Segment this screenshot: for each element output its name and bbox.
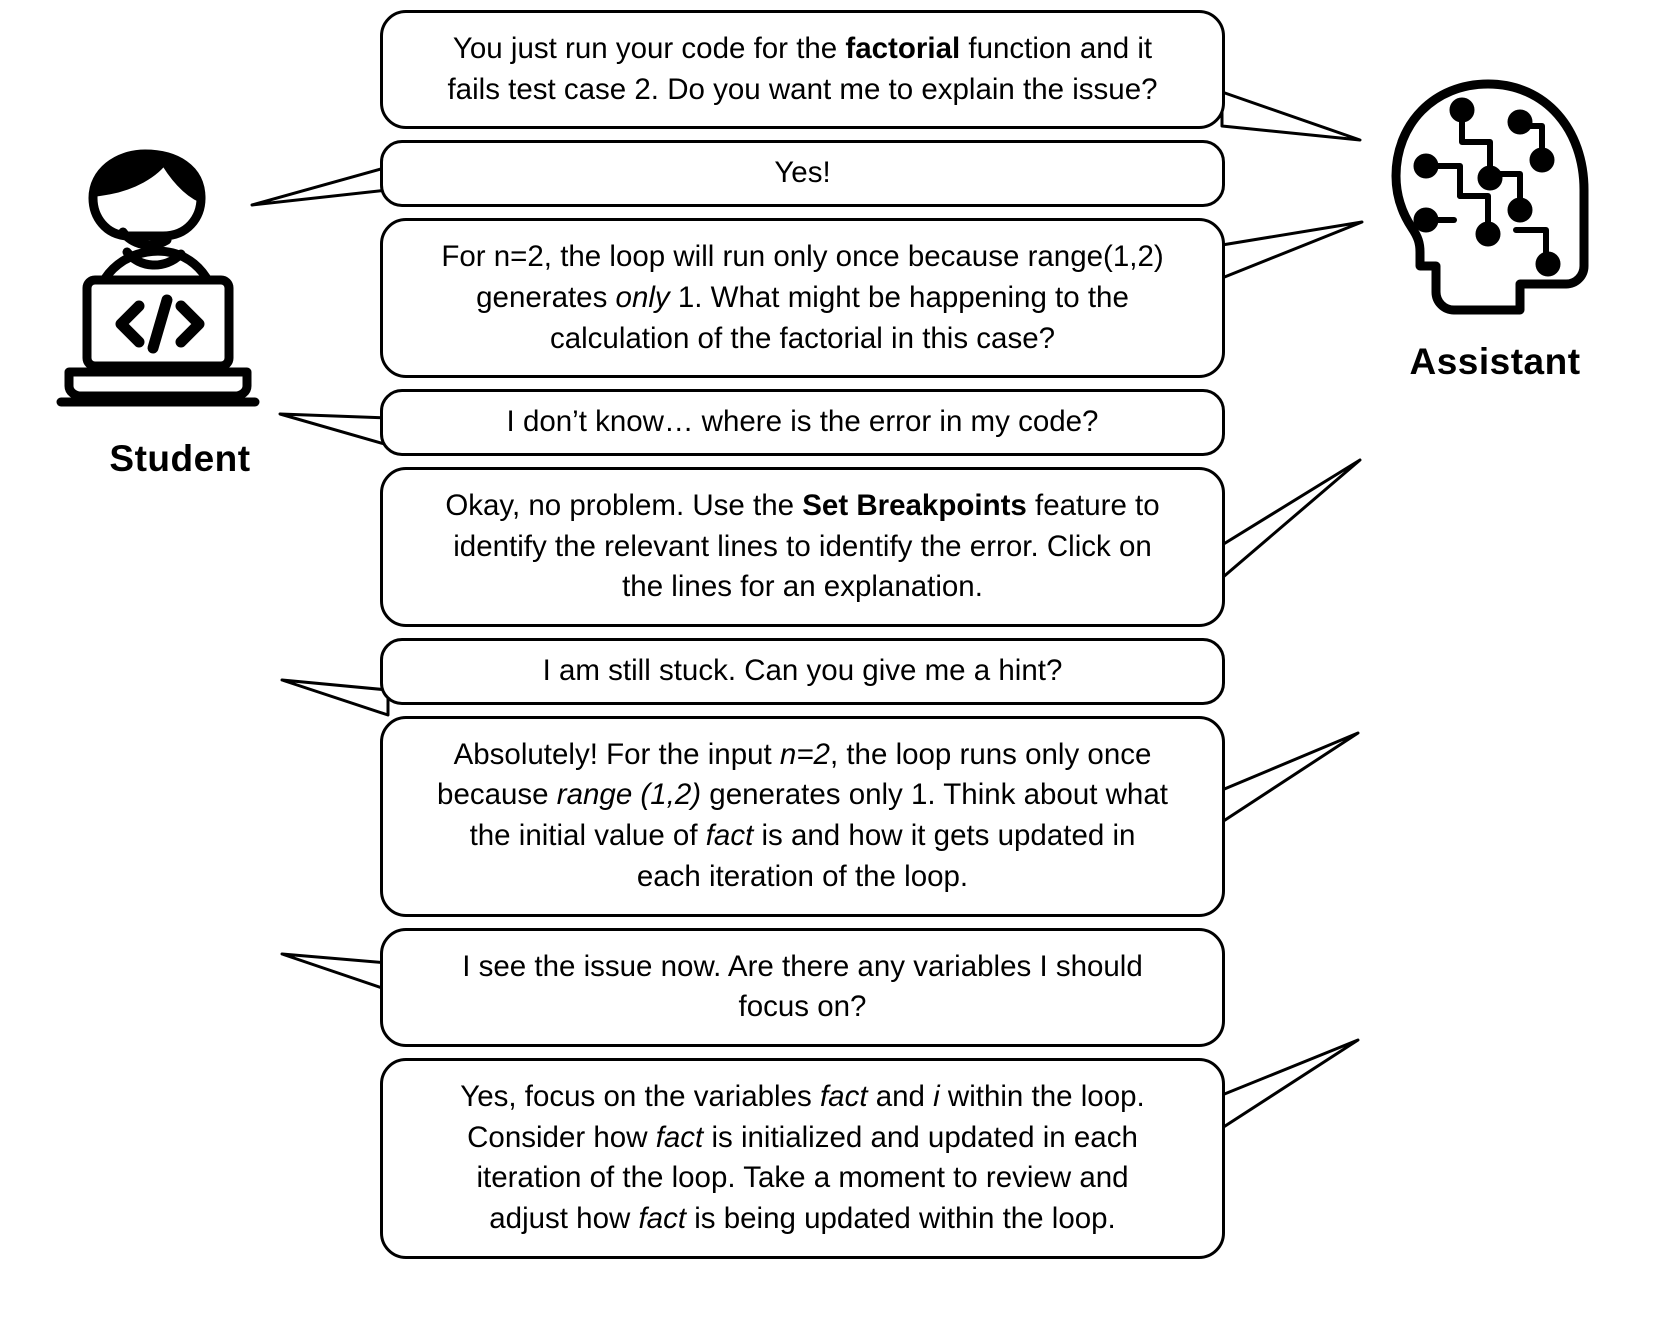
message-text: iteration of the loop. Take a moment to review and	[476, 1161, 1129, 1195]
tail-student-4	[282, 954, 388, 990]
message-line	[413, 527, 1192, 568]
student-laptop-icon	[35, 140, 325, 430]
message-line	[413, 816, 1192, 857]
message-text: factorial	[845, 32, 961, 65]
message-text: Yes, focus on the variables	[460, 1079, 820, 1113]
message-text: , the loop runs only once	[829, 737, 1152, 771]
message-line	[413, 1199, 1192, 1240]
message-text: function and it	[960, 32, 1153, 65]
assistant-label: Assistant	[1409, 341, 1581, 382]
message-text: the initial value of	[469, 819, 706, 853]
message-text: Absolutely! For the input	[453, 737, 780, 771]
message-line	[413, 735, 1192, 776]
conversation-thread	[380, 10, 1225, 1270]
tail-assistant-5	[1222, 1040, 1358, 1128]
message-text: is being updated within the loop.	[686, 1202, 1116, 1236]
message-text: each iteration of the loop.	[636, 859, 969, 893]
message-bubble-assistant	[380, 716, 1225, 917]
message-bubble-assistant	[380, 467, 1225, 627]
message-text: fact	[655, 1120, 704, 1154]
message-line	[413, 857, 1192, 898]
message-text: I am still stuck. Can you give me a hint?	[542, 654, 1063, 688]
message-text: i	[933, 1079, 940, 1113]
message-text: generates	[476, 280, 616, 314]
message-text: Set Breakpoints	[802, 488, 1027, 522]
message-text: fails test case 2. Do you want me to explain the issue?	[447, 72, 1158, 106]
message-text: fact	[705, 819, 754, 853]
message-line	[413, 237, 1192, 278]
message-text: Consider how	[467, 1120, 656, 1154]
message-line	[413, 486, 1192, 527]
tail-assistant-3	[1222, 460, 1360, 578]
message-text: the lines for an explanation.	[622, 570, 983, 604]
message-text: focus on?	[738, 990, 867, 1024]
message-line	[413, 319, 1192, 360]
assistant-actor	[1330, 70, 1660, 383]
message-line	[413, 775, 1192, 816]
message-line	[413, 153, 1192, 194]
tail-assistant-4	[1222, 733, 1358, 822]
student-label: Student	[109, 438, 251, 479]
message-text: calculation of the factorial in this case?	[549, 321, 1056, 355]
message-bubble-student	[380, 140, 1225, 207]
message-line	[413, 402, 1192, 443]
message-text: I see the issue now. Are there any variables I should	[462, 949, 1143, 983]
message-text: Yes!	[774, 156, 831, 190]
message-text: within the loop.	[939, 1079, 1145, 1113]
message-line	[413, 987, 1192, 1028]
message-text: fact	[819, 1079, 868, 1113]
message-text: is and how it gets updated in	[753, 819, 1136, 853]
message-text: For n=2, the loop will run only once because range(1,2)	[441, 240, 1164, 274]
message-text: feature to	[1026, 488, 1160, 522]
message-text: and	[867, 1079, 934, 1113]
message-line	[413, 278, 1192, 319]
message-line	[413, 567, 1192, 608]
message-text: identify the relevant lines to identify the error. Click on	[453, 529, 1152, 563]
message-bubble-assistant	[380, 218, 1225, 378]
message-bubble-student	[380, 928, 1225, 1047]
message-line	[413, 1118, 1192, 1159]
message-text: n=2	[779, 737, 830, 771]
message-line	[413, 29, 1192, 70]
student-actor	[10, 140, 350, 480]
message-bubble-assistant	[380, 10, 1225, 129]
message-text: I don’t know… where is the error in my code?	[506, 405, 1099, 439]
message-text: range (1,2)	[556, 778, 702, 812]
message-line	[413, 947, 1192, 988]
tail-student-3	[282, 680, 388, 715]
message-bubble-student	[380, 389, 1225, 456]
message-line	[413, 651, 1192, 692]
message-text: adjust how	[489, 1202, 639, 1236]
message-text: Okay, no problem. Use the	[445, 488, 803, 522]
message-text: only	[615, 280, 670, 314]
message-text: because	[437, 778, 557, 812]
message-text: is initialized and updated in each	[703, 1120, 1138, 1154]
message-line	[413, 1077, 1192, 1118]
message-line	[413, 1158, 1192, 1199]
ai-head-circuit-icon	[1370, 70, 1620, 335]
message-bubble-assistant	[380, 1058, 1225, 1259]
message-text: You just run your code for the	[452, 32, 846, 65]
message-text: 1. What might be happening to the	[669, 280, 1129, 314]
message-bubble-student	[380, 638, 1225, 705]
message-text: fact	[638, 1202, 687, 1236]
message-text: generates only 1. Think about what	[701, 778, 1168, 812]
message-line	[413, 70, 1192, 111]
